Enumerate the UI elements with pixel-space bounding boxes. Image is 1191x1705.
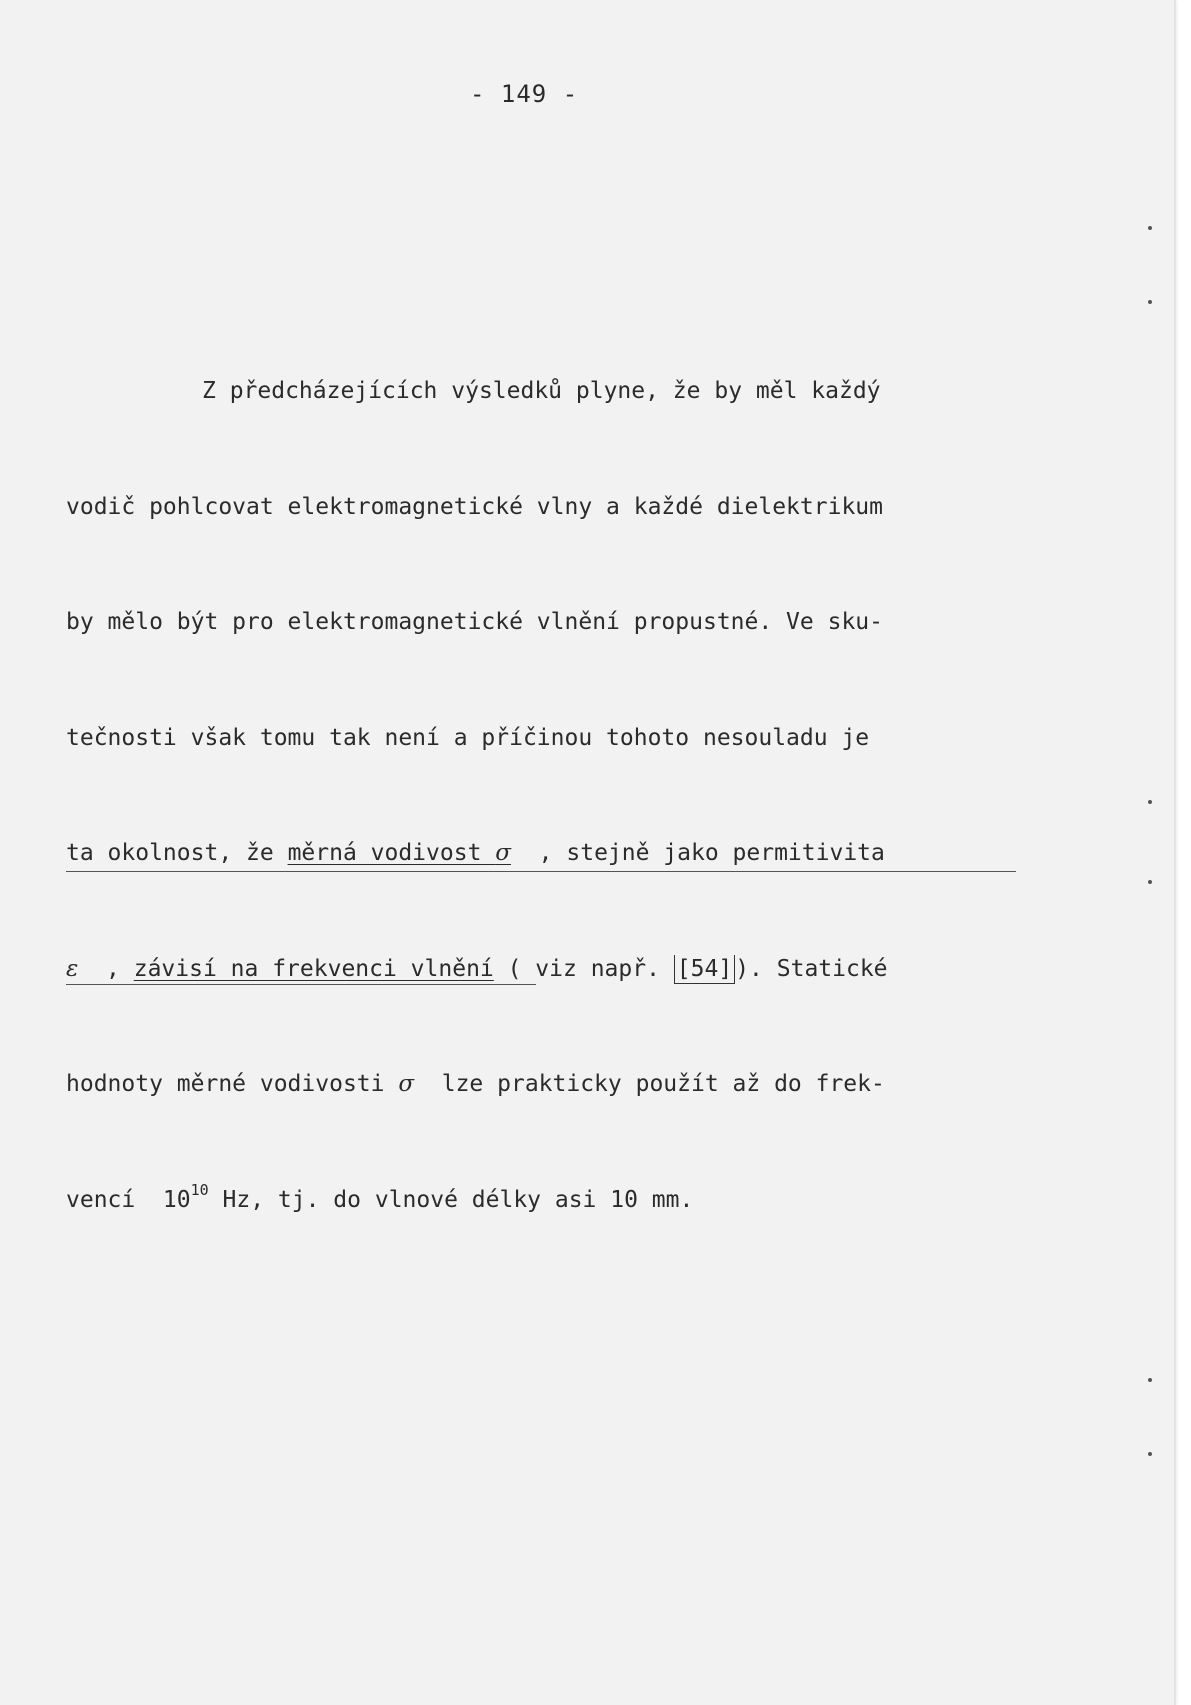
underlined-phrase: měrná vodivost: [287, 840, 496, 866]
text-line-5: ta okolnost, že měrná vodivost σ , stejně jako permitivita: [66, 834, 1016, 873]
margin-mark: [1148, 300, 1152, 304]
text-line-2: vodič pohlcovat elektromagnetické vlny a každé dielektrikum: [66, 493, 883, 520]
margin-mark: [1148, 1452, 1152, 1456]
text-line-6: ε , závisí na frekvenci vlnění ( viz např. [54] ). Statické: [66, 950, 1016, 989]
text-line-3: by mělo být pro elektromagnetické vlnění propustné. Ve sku-: [66, 609, 883, 635]
epsilon-symbol: ε: [66, 955, 79, 982]
underline-rule: [66, 984, 536, 985]
exponent: 10: [190, 1180, 209, 1199]
text-line-8: vencí $10^{10}$ Hz, tj. do vlnové délky asi 10 mm.: [66, 1180, 694, 1213]
sigma-symbol: σ: [398, 1071, 415, 1097]
underlined-phrase: závisí na frekvenci vlnění: [133, 955, 494, 982]
text-line-4: tečnosti však tomu tak není a příčinou tohoto nesouladu je: [66, 724, 870, 751]
text-line-7: hodnoty měrné vodivosti σ lze prakticky použít až do frek-: [66, 1071, 885, 1097]
margin-mark: [1148, 880, 1152, 884]
text-line-1: Z předcházejících výsledků plyne, že by měl každý: [202, 378, 881, 404]
citation-reference: [54]: [674, 955, 735, 984]
paragraph: [66, 295, 1016, 1296]
margin-mark: [1148, 800, 1152, 804]
underline-rule: [66, 871, 1016, 872]
page-number: - 149 -: [470, 80, 579, 108]
sigma-symbol: σ: [495, 840, 511, 866]
margin-mark: [1148, 1378, 1152, 1382]
margin-mark: [1148, 226, 1152, 230]
